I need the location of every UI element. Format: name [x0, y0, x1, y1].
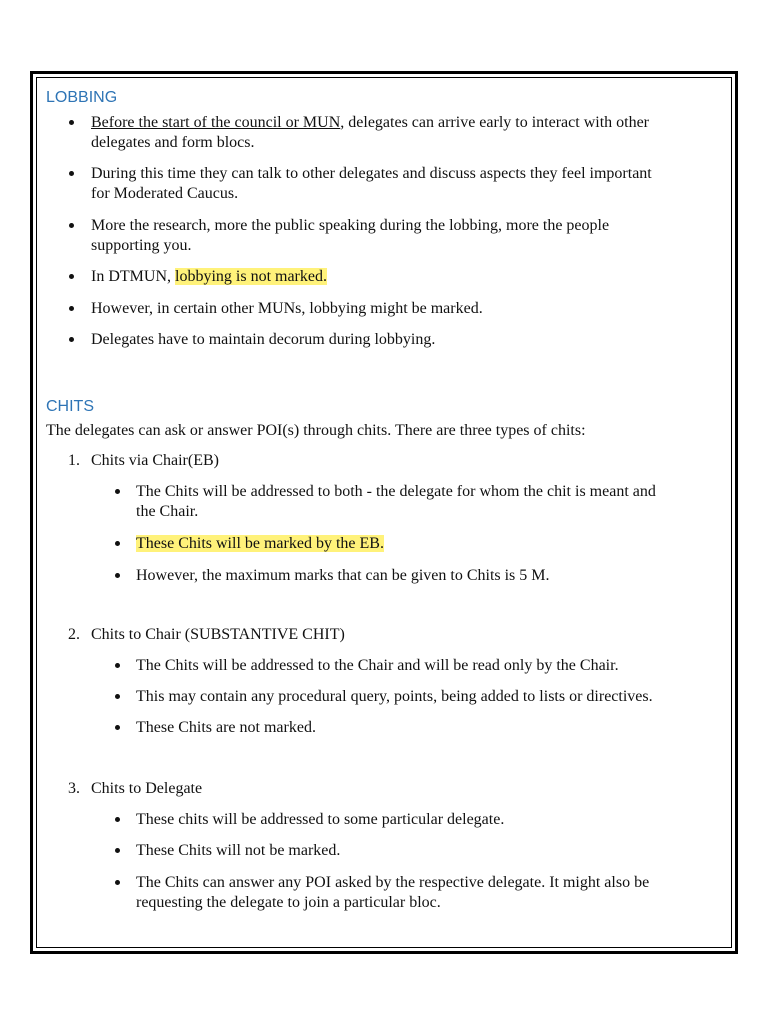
lobbing-bullet-3: More the research, more the public speaking during the lobbing, more the people [91, 217, 610, 234]
bullet-dot [115, 489, 120, 494]
bullet-dot [115, 573, 120, 578]
chit-3-bullet-1: These chits will be addressed to some particular delegate. [136, 811, 505, 828]
chit-1-highlight: These Chits will be marked by the EB. [136, 535, 384, 552]
bullet-dot [69, 171, 74, 176]
chit-type-3-title: Chits to Delegate [91, 780, 203, 797]
chit-type-1-title: Chits via Chair(EB) [91, 452, 219, 469]
bullet-dot [115, 880, 120, 885]
lobbing-bullet-1-line2: delegates and form blocs. [91, 134, 255, 151]
chit-3-bullet-3: The Chits can answer any POI asked by the respective delegate. It might also be [136, 874, 650, 891]
lobbing-bullet-3-line2: supporting you. [91, 237, 192, 254]
bullet-dot [115, 663, 120, 668]
bullet-dot [69, 120, 74, 125]
bullet-dot [115, 848, 120, 853]
chit-1-bullet-1-line2: the Chair. [136, 503, 199, 520]
bullet-dot [69, 306, 74, 311]
bullet-dot [69, 223, 74, 228]
chit-1-bullet-3: However, the maximum marks that can be given to Chits is 5 M. [136, 567, 550, 584]
lobbing-bullet-1-text: , delegates can arrive early to interact with other [340, 114, 650, 131]
list-number: 1. [68, 452, 80, 469]
list-number: 2. [68, 626, 80, 643]
chits-heading: CHITS [46, 398, 94, 415]
list-number: 3. [68, 780, 80, 797]
chit-3-bullet-2: These Chits will not be marked. [136, 842, 341, 859]
lobbing-heading: LOBBING [46, 89, 118, 106]
lobbing-highlight: lobbying is not marked. [175, 268, 327, 285]
chit-3-bullet-3-line2: requesting the delegate to join a particular bloc. [136, 894, 441, 911]
chit-2-bullet-3: These Chits are not marked. [136, 719, 316, 736]
chit-2-bullet-2: This may contain any procedural query, points, being added to lists or directives. [136, 688, 653, 705]
bullet-dot [69, 337, 74, 342]
bullet-dot [115, 725, 120, 730]
lobbing-bullet-2: During this time they can talk to other delegates and discuss aspects they feel important [91, 165, 652, 182]
lobbing-bullet-4-text: In DTMUN, [91, 268, 175, 285]
chits-intro: The delegates can ask or answer POI(s) through chits. There are three types of chits: [46, 422, 586, 439]
chit-1-bullet-2 [136, 534, 384, 554]
lobbing-bullet-2-line2: for Moderated Caucus. [91, 185, 239, 202]
chit-2-bullet-1: The Chits will be addressed to the Chair and will be read only by the Chair. [136, 657, 619, 674]
bullet-dot [115, 694, 120, 699]
bullet-dot [69, 274, 74, 279]
bullet-dot [115, 817, 120, 822]
lobbing-bullet-4 [91, 267, 327, 287]
lobbing-bullet-1-underlined: Before the start of the council or MUN [91, 114, 341, 131]
chit-1-bullet-1: The Chits will be addressed to both - the delegate for whom the chit is meant and [136, 483, 656, 500]
lobbing-bullet-5: However, in certain other MUNs, lobbying might be marked. [91, 300, 483, 317]
bullet-dot [115, 541, 120, 546]
lobbing-bullet-6: Delegates have to maintain decorum during lobbying. [91, 331, 436, 348]
lobbing-bullet-1 [91, 113, 649, 133]
chit-type-2-title: Chits to Chair (SUBSTANTIVE CHIT) [91, 626, 345, 643]
